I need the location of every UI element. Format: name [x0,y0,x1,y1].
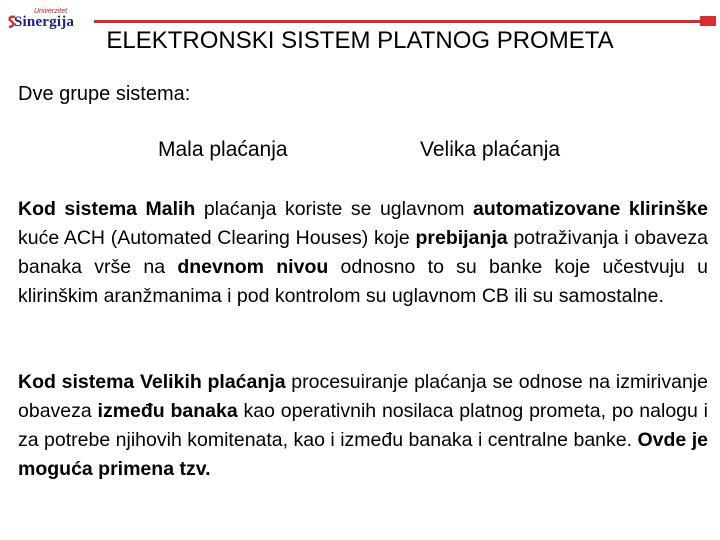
p1-text-4: kuće ACH (Automated Clearing Houses) koje [18,227,416,249]
p2-bold-3: između banaka [97,400,238,422]
group-small-payments: Mala plaćanja [158,138,288,161]
p2-text-2: procesuiranje plaćanja se odnose na izmirivanje obaveza [18,371,708,422]
header-rule-end [700,16,716,26]
p1-bold-1: Kod sistema Malih [18,198,196,220]
logo-small-text: Univerzitet [34,8,68,15]
paragraph-small-payments [18,195,708,311]
p1-text-2: plaćanja koriste se uglavnom [195,198,473,220]
group-large-payments: Velika plaćanja [420,138,561,161]
p1-text-8: odnosno to su banke koje učestvuju u klirinškim aranžmanima i pod kontrolom su uglavnom CB ili su samostalne. [18,256,708,307]
p1-text-6: potraživanja i obaveza banaka vrše na [18,227,708,278]
p1-bold-3: automatizovane klirinške [473,198,708,220]
header-rule [94,20,700,23]
p2-bold-5: Ovde je moguća primena tzv. [18,429,708,480]
intro-text: Dve grupe sistema: [18,83,191,105]
paragraph-large-payments [18,368,708,484]
logo-main-text: Sinergija [14,14,75,30]
p1-bold-5: prebijanja [415,227,508,249]
p2-text-4: kao operativnih nosilaca platnog prometa, po nalogu i za potrebe njihovih komitenata, kao i između banaka i centralne banke. [18,400,708,451]
p1-bold-7: dnevnom nivou [177,256,329,278]
slide-title: ELEKTRONSKI SISTEM PLATNOG PROMETA [106,27,614,54]
p2-bold-1: Kod sistema Velikih plaćanja [18,371,286,393]
